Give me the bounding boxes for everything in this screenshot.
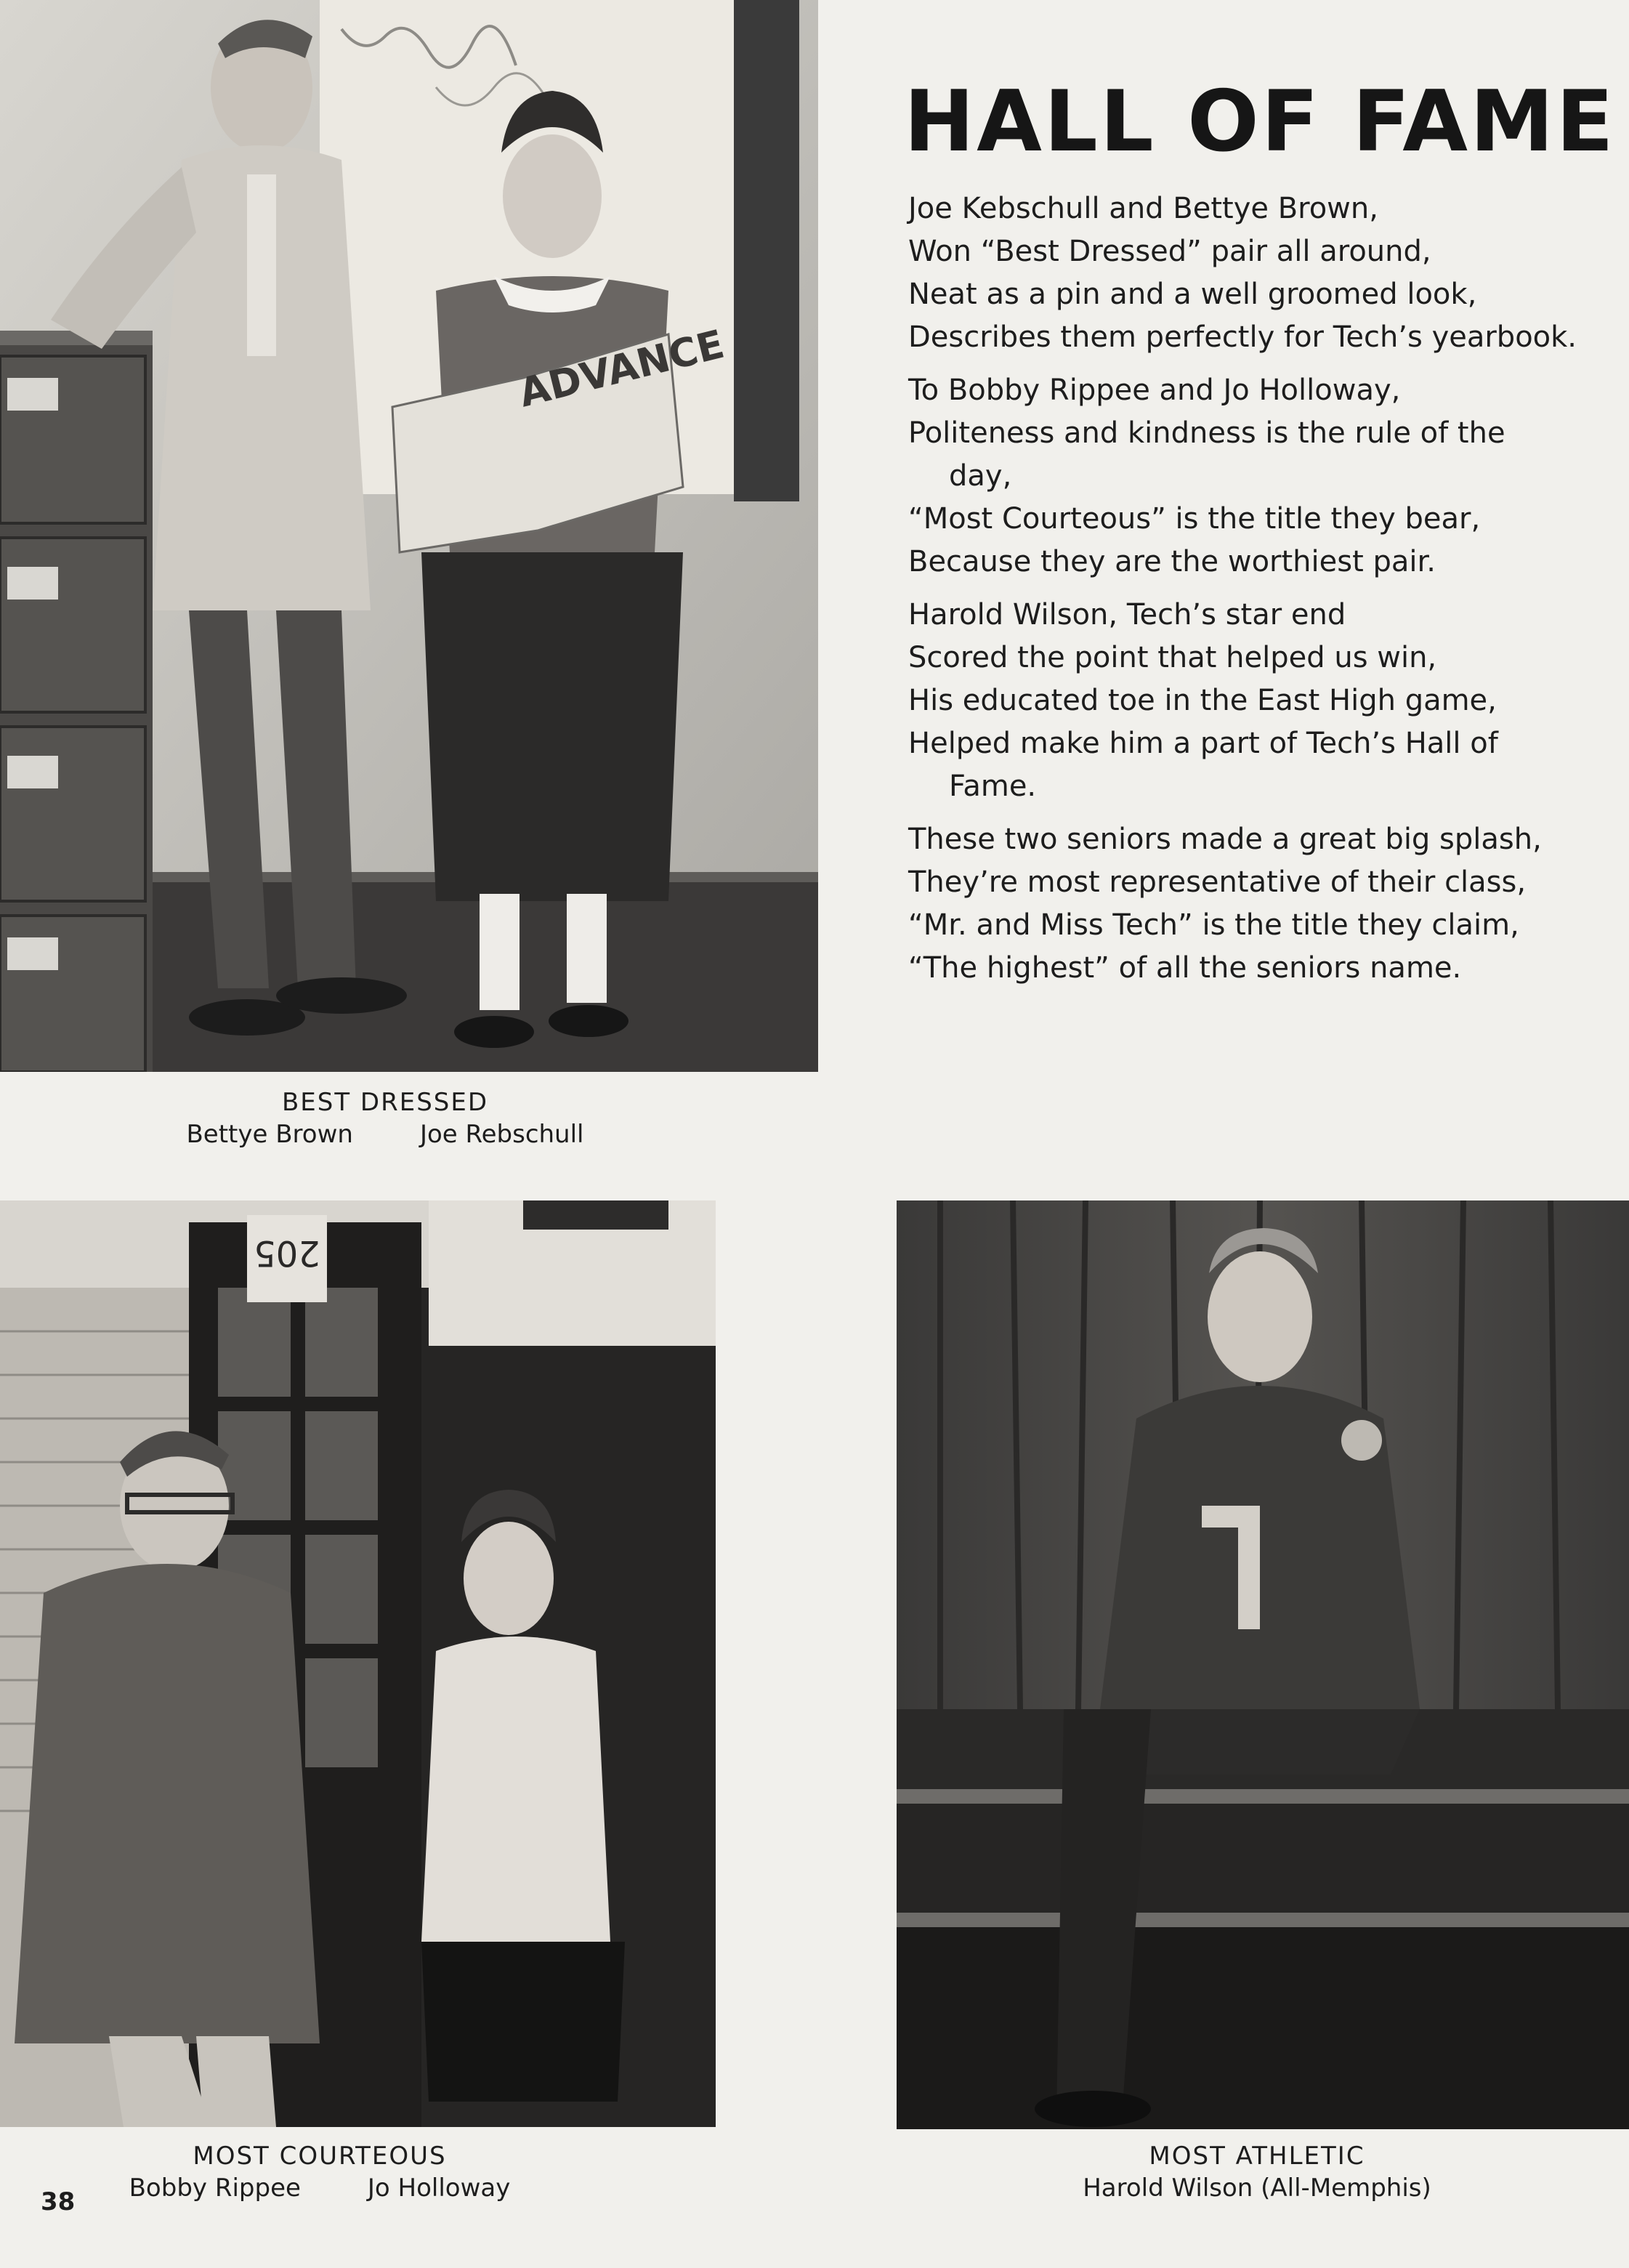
caption-heading: MOST COURTEOUS bbox=[193, 2142, 447, 2171]
magazine-title: ADVANCE bbox=[514, 320, 729, 416]
poem-line: Because they are the worthiest pair. bbox=[908, 545, 1436, 578]
poem-line: Neat as a pin and a well groomed look, bbox=[908, 278, 1477, 311]
caption-name: Jo Holloway bbox=[367, 2174, 511, 2203]
caption-heading: MOST ATHLETIC bbox=[1149, 2142, 1365, 2171]
poem-line: “Most Courteous” is the title they bear, bbox=[908, 502, 1481, 536]
poem-line: Fame. bbox=[949, 770, 1037, 803]
poem-stanza bbox=[908, 187, 1577, 359]
caption-most-athletic bbox=[1032, 2140, 1482, 2204]
poem-line: Describes them perfectly for Tech’s yearbook. bbox=[908, 320, 1577, 354]
poem-line: These two seniors made a great big splash, bbox=[908, 823, 1542, 856]
photo-most-courteous bbox=[0, 1200, 716, 2127]
poem-line: Politeness and kindness is the rule of the bbox=[908, 416, 1505, 450]
photo-most-athletic bbox=[897, 1200, 1629, 2129]
poem-line: day, bbox=[949, 459, 1012, 493]
poem-stanza bbox=[908, 369, 1566, 584]
photo-best-dressed bbox=[0, 0, 818, 1072]
poem-line: To Bobby Rippee and Jo Holloway, bbox=[908, 374, 1401, 407]
poem-line: Joe Kebschull and Bettye Brown, bbox=[908, 192, 1378, 225]
caption-heading: BEST DRESSED bbox=[281, 1088, 489, 1117]
poem-stanza bbox=[908, 818, 1566, 990]
poem-line: “Mr. and Miss Tech” is the title they claim, bbox=[908, 908, 1519, 942]
caption-names bbox=[186, 1120, 583, 1149]
caption-names bbox=[129, 2174, 511, 2203]
page-number: 38 bbox=[41, 2187, 76, 2216]
caption-most-courteous bbox=[80, 2140, 559, 2204]
poem-line: Scored the point that helped us win, bbox=[908, 641, 1437, 674]
poem bbox=[908, 187, 1577, 1000]
caption-best-dressed bbox=[145, 1086, 625, 1150]
poem-line: Harold Wilson, Tech’s star end bbox=[908, 598, 1346, 631]
poem-line: His educated toe in the East High game, bbox=[908, 684, 1497, 717]
caption-name: Joe Rebschull bbox=[419, 1120, 584, 1149]
poem-line: They’re most representative of their class, bbox=[908, 865, 1527, 899]
photo-most-courteous-illustration bbox=[0, 1200, 716, 2127]
page-title: HALL OF FAME bbox=[904, 73, 1616, 171]
caption-name: Bettye Brown bbox=[186, 1120, 353, 1149]
photo-best-dressed-illustration bbox=[0, 0, 818, 1072]
poem-line: Helped make him a part of Tech’s Hall of bbox=[908, 727, 1498, 760]
poem-stanza bbox=[908, 594, 1566, 808]
room-sign: 205 bbox=[254, 1232, 320, 1273]
photo-most-athletic-illustration bbox=[897, 1200, 1629, 2129]
caption-names bbox=[1083, 2174, 1431, 2203]
caption-name: Harold Wilson (All-Memphis) bbox=[1083, 2174, 1431, 2203]
poem-line: “The highest” of all the seniors name. bbox=[908, 951, 1462, 985]
poem-line: Won “Best Dressed” pair all around, bbox=[908, 235, 1431, 268]
caption-name: Bobby Rippee bbox=[129, 2174, 301, 2203]
